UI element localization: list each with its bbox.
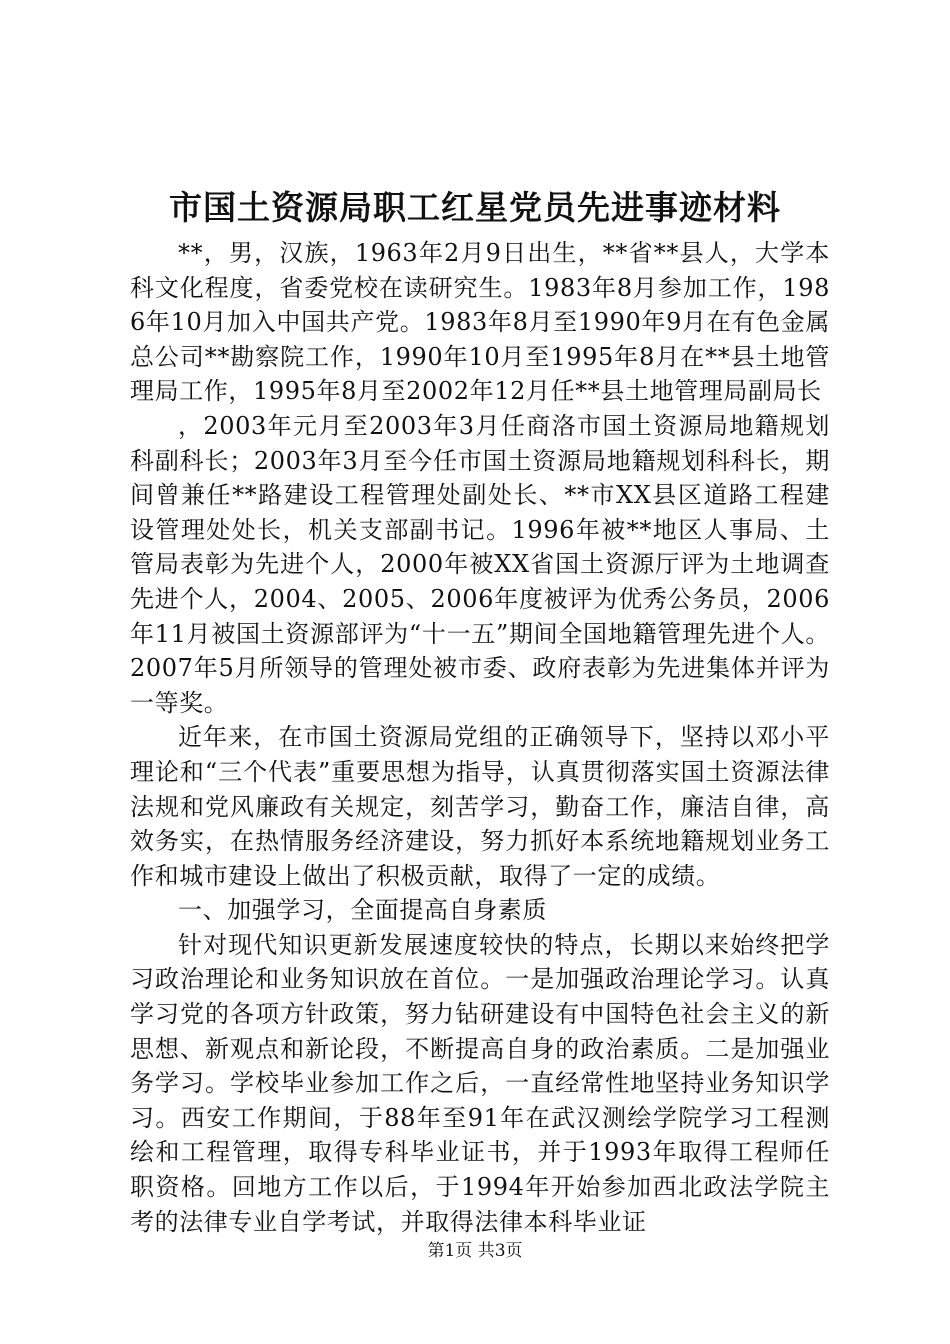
- paragraph-study: 针对现代知识更新发展速度较快的特点，长期以来始终把学习政治理论和业务知识放在首位。一是加强政治理论学习。认真学习党的各项方针政策，努力钻研建设有中国特色社会主义的新思想、新观点和新论段，不断提高自身的政治素质。二是加强业务学习。学校毕业参加工作之后，一直经常性地坚持业务知识学习。西安工作期间，于88年至91年在武汉测绘学院学习工程测绘和工程管理，取得专科毕业证书，并于1993年取得工程师任职资格。回地方工作以后，于1994年开始参加西北政法学院主考的法律专业自学考试，并取得法律本科毕业证: [130, 930, 830, 1236]
- document-title: 市国土资源局职工红星党员先进事迹材料: [169, 188, 781, 227]
- document-body: [130, 236, 830, 1239]
- paragraph-career-honors: ，2003年元月至2003年3月任商洛市国土资源局地籍规划科副科长；2003年3月至今任市国土资源局地籍规划科科长，期间曾兼任**路建设工程管理处副处长、**市XX县区道路工程建设管理处处长，机关支部副书记。1996年被**地区人事局、土管局表彰为先进个人，2000年被XX省国土资源厅评为土地调查先进个人，2004、2005、2006年度被评为优秀公务员，2006年11月被国土资源部评为“十一五”期间全国地籍管理先进个人。2007年5月所领导的管理处被市委、政府表彰为先进集体并评为一等奖。: [130, 411, 830, 717]
- paragraph-personal-info: **，男，汉族，1963年2月9日出生，**省**县人，大学本科文化程度，省委党校在读研究生。1983年8月参加工作，1986年10月加入中国共产党。1983年8月至1990年9月在有色金属总公司**勘察院工作，1990年10月至1995年8月在**县土地管理局工作，1995年8月至2002年12月任**县土地管理局副局长: [130, 239, 830, 406]
- section-heading-study: 一、加强学习，全面提高自身素质: [178, 896, 547, 925]
- paragraph-summary: 近年来，在市国土资源局党组的正确领导下，坚持以邓小平理论和“三个代表”重要思想为指导，认真贯彻落实国土资源法律法规和党风廉政有关规定，刻苦学习，勤奋工作，廉洁自律，高效务实，在热情服务经济建设，努力抓好本系统地籍规划业务工作和城市建设上做出了积极贡献，取得了一定的成绩。: [130, 723, 830, 890]
- page-number-footer: 第1页 共3页: [427, 1241, 523, 1261]
